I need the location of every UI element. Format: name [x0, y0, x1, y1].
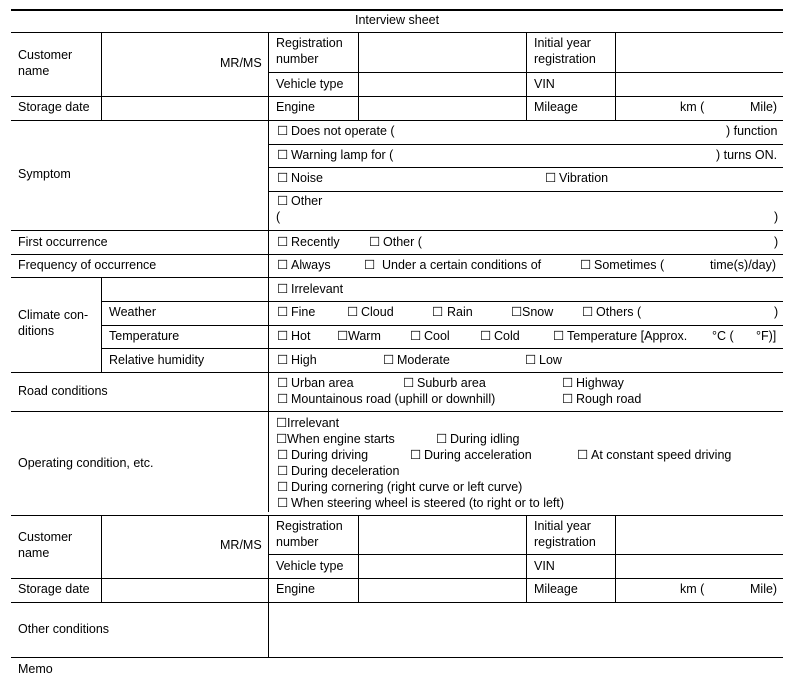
row-line [101, 301, 783, 302]
checkbox-icon[interactable] [277, 479, 288, 495]
first-occurrence-label: First occurrence [18, 235, 108, 249]
storage-date-label: Storage date [18, 100, 90, 114]
turns-on-label: ) turns ON. [716, 148, 778, 162]
op-irrelevant-label: Irrelevant [287, 416, 340, 430]
checkbox-icon[interactable] [277, 463, 288, 479]
acceleration-label: During acceleration [424, 448, 532, 462]
climate-irrelevant-label: Irrelevant [291, 282, 344, 296]
checkbox-icon[interactable] [277, 495, 288, 511]
registration-number-label: Registration number [276, 36, 343, 66]
row-line [11, 411, 783, 412]
urban-label: Urban area [291, 376, 354, 390]
constant-speed-label: At constant speed driving [591, 448, 732, 462]
warning-lamp-label: Warning lamp for ( [291, 148, 394, 162]
checkbox-icon[interactable] [364, 257, 375, 273]
customer-suffix: MR/MS [220, 56, 262, 70]
checkbox-icon[interactable] [277, 391, 288, 407]
mileage-mile: Mile) [750, 100, 778, 114]
col-line [101, 277, 102, 372]
col-line [358, 32, 359, 120]
first-other-close: ) [774, 235, 779, 249]
row-line [11, 515, 783, 516]
col-line [526, 515, 527, 602]
checkbox-icon[interactable] [277, 304, 288, 320]
mileage-km: km ( [680, 100, 705, 114]
climate-label: Climate con- ditions [18, 308, 89, 338]
snow-label: Snow [522, 305, 554, 319]
col-line [101, 515, 102, 602]
storage-date-label: Storage date [18, 582, 90, 596]
checkbox-icon[interactable] [511, 304, 522, 320]
steering-label: When steering wheel is steered (to right or to left) [291, 496, 565, 510]
row-line [11, 277, 783, 278]
other-label: Other [291, 194, 323, 208]
row-line [11, 32, 783, 33]
checkbox-icon[interactable] [403, 375, 414, 391]
row-line [11, 372, 783, 373]
mileage-mile: Mile) [750, 582, 778, 596]
times-per-day-label: time(s)/day) [710, 258, 776, 272]
registration-number-label: Registration number [276, 519, 343, 549]
moderate-label: Moderate [397, 353, 450, 367]
checkbox-icon[interactable] [383, 352, 394, 368]
sheet-title: Interview sheet [355, 13, 440, 27]
vehicle-type-label: Vehicle type [276, 77, 344, 91]
row-line [11, 96, 783, 97]
others-close: ) [774, 305, 779, 319]
checkbox-icon[interactable] [277, 352, 288, 368]
vehicle-type-label: Vehicle type [276, 559, 344, 573]
always-label: Always [291, 258, 331, 272]
temperature-label: Temperature [109, 329, 180, 343]
other-close-paren: ) [774, 210, 779, 224]
hot-label: Hot [291, 329, 311, 343]
row-line [11, 578, 783, 579]
customer-name-label: Customer name [18, 48, 73, 78]
checkbox-icon[interactable] [432, 304, 443, 320]
checkbox-icon[interactable] [277, 281, 288, 297]
symptom-label: Symptom [18, 167, 71, 181]
rain-label: Rain [447, 305, 473, 319]
deceleration-label: During deceleration [291, 464, 400, 478]
checkbox-icon[interactable] [410, 447, 421, 463]
checkbox-icon[interactable] [277, 193, 288, 209]
checkbox-icon[interactable] [277, 257, 288, 273]
cloud-label: Cloud [361, 305, 394, 319]
driving-label: During driving [291, 448, 369, 462]
col-line [101, 32, 102, 120]
warm-label: Warm [348, 329, 381, 343]
others-label: Others ( [596, 305, 642, 319]
high-label: High [291, 353, 317, 367]
row-line [11, 230, 783, 231]
checkbox-icon[interactable] [277, 170, 288, 186]
cold-label: Cold [494, 329, 520, 343]
customer-name-label: Customer name [18, 530, 73, 560]
checkbox-icon[interactable] [277, 123, 288, 139]
row-line [268, 191, 783, 192]
vin-label: VIN [534, 77, 555, 91]
col-line [615, 32, 616, 120]
first-other-label: Other ( [383, 235, 422, 249]
deg-f-label: °F)] [756, 329, 777, 343]
frequency-label: Frequency of occurrence [18, 258, 157, 272]
col-line [358, 515, 359, 602]
checkbox-icon[interactable] [582, 304, 593, 320]
table-top-border [11, 9, 783, 11]
checkbox-icon[interactable] [277, 147, 288, 163]
checkbox-icon[interactable] [276, 431, 287, 447]
row-line [11, 254, 783, 255]
checkbox-icon[interactable] [276, 415, 287, 431]
checkbox-icon[interactable] [525, 352, 536, 368]
cool-label: Cool [424, 329, 450, 343]
idling-label: During idling [450, 432, 520, 446]
checkbox-icon[interactable] [480, 328, 491, 344]
col-line [268, 515, 269, 657]
row-line [11, 657, 783, 658]
noise-label: Noise [291, 171, 323, 185]
rough-road-label: Rough road [576, 392, 642, 406]
checkbox-icon[interactable] [277, 328, 288, 344]
recently-label: Recently [291, 235, 340, 249]
does-not-operate-label: Does not operate ( [291, 124, 395, 138]
vibration-label: Vibration [559, 171, 609, 185]
weather-label: Weather [109, 305, 157, 319]
row-line [11, 602, 783, 603]
sometimes-label: Sometimes ( [594, 258, 665, 272]
temperature-approx-label: Temperature [Approx. [567, 329, 688, 343]
checkbox-icon[interactable] [562, 391, 573, 407]
checkbox-icon[interactable] [580, 257, 591, 273]
suburb-label: Suburb area [417, 376, 486, 390]
checkbox-icon[interactable] [277, 234, 288, 250]
function-label: ) function [726, 124, 778, 138]
customer-suffix: MR/MS [220, 538, 262, 552]
engine-starts-label: When engine starts [287, 432, 395, 446]
engine-label: Engine [276, 582, 315, 596]
col-line [615, 515, 616, 602]
fine-label: Fine [291, 305, 316, 319]
checkbox-icon[interactable] [347, 304, 358, 320]
col-line [268, 32, 269, 512]
checkbox-icon[interactable] [277, 375, 288, 391]
operating-condition-label: Operating condition, etc. [18, 456, 154, 470]
row-line [101, 325, 783, 326]
checkbox-icon[interactable] [277, 447, 288, 463]
checkbox-icon[interactable] [562, 375, 573, 391]
road-conditions-label: Road conditions [18, 384, 108, 398]
col-line [526, 32, 527, 120]
mileage-label: Mileage [534, 100, 578, 114]
checkbox-icon[interactable] [545, 170, 556, 186]
highway-label: Highway [576, 376, 624, 390]
other-conditions-label: Other conditions [18, 622, 110, 636]
checkbox-icon[interactable] [577, 447, 588, 463]
checkbox-icon[interactable] [369, 234, 380, 250]
row-line [11, 120, 783, 121]
low-label: Low [539, 353, 562, 367]
checkbox-icon[interactable] [553, 328, 564, 344]
certain-conditions-label: Under a certain conditions of [382, 258, 542, 272]
mileage-km: km ( [680, 582, 705, 596]
vin-label: VIN [534, 559, 555, 573]
humidity-label: Relative humidity [109, 353, 205, 367]
engine-label: Engine [276, 100, 315, 114]
initial-year-label: Initial year registration [534, 519, 596, 549]
deg-c-label: °C ( [712, 329, 734, 343]
checkbox-icon[interactable] [337, 328, 348, 344]
memo-label: Memo [18, 662, 53, 676]
checkbox-icon[interactable] [436, 431, 447, 447]
row-line [101, 348, 783, 349]
row-line [268, 167, 783, 168]
row-line [268, 144, 783, 145]
mountain-road-label: Mountainous road (uphill or downhill) [291, 392, 496, 406]
initial-year-label: Initial year registration [534, 36, 596, 66]
checkbox-icon[interactable] [410, 328, 421, 344]
mileage-label: Mileage [534, 582, 578, 596]
cornering-label: During cornering (right curve or left curve) [291, 480, 523, 494]
other-open-paren: ( [276, 210, 281, 224]
